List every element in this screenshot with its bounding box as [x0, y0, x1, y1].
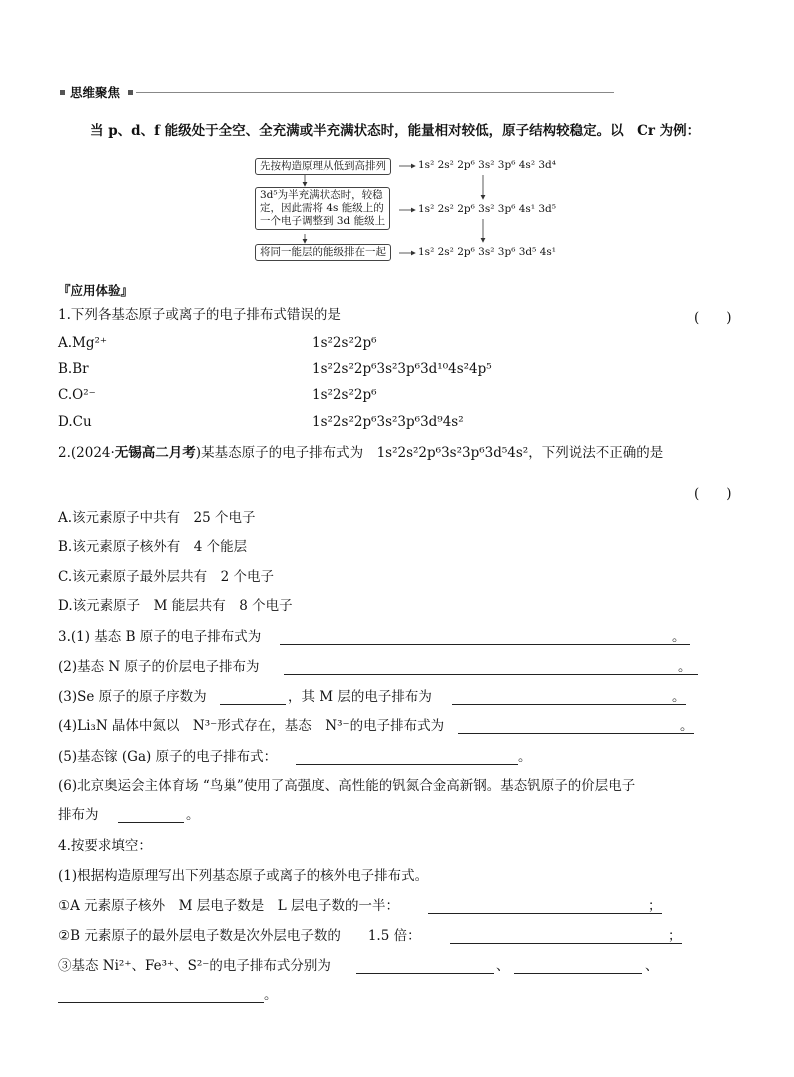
q3-part1: 3.(1) 基态 B 原子的电子排布式为 [58, 629, 262, 645]
diagram-step3-box: 将同一能层的能级排在一起 [255, 244, 391, 261]
q3-part5-end: 。 [518, 749, 532, 765]
header-bullet-icon [60, 90, 65, 95]
q3-part4-end: 。 [680, 718, 694, 734]
q1-option-b-label: B.Br [58, 361, 89, 377]
q2-option-c: C.该元素原子最外层共有 2 个电子 [58, 569, 275, 585]
q3-part2: (2)基态 N 原子的价层电子排布为 [58, 659, 260, 675]
q3-part6-blank[interactable] [118, 822, 184, 823]
header-rule [136, 92, 614, 93]
q2-option-d: D.该元素原子 M 能层共有 8 个电子 [58, 598, 293, 614]
q2-stem-prefix: 2.(2024· [58, 445, 115, 461]
q3-part6-line2: 排布为 [58, 807, 99, 823]
q1-option-c-label: C.O²⁻ [58, 387, 96, 403]
q1-option-a-config: 1s²2s²2p⁶ [312, 335, 377, 351]
q1-stem: 1.下列各基态原子或离子的电子排布式错误的是 [58, 307, 341, 323]
intro-text: 当 p、d、f 能级处于全空、全充满或半充满状态时，能量相对较低，原子结构较稳定。以 Cr 为例： [90, 123, 701, 139]
apply-title: 『应用体验』 [58, 283, 134, 298]
diagram-step2-line2: 定，因此需将 4s 能级上的 [260, 202, 384, 214]
q3-part2-end: 。 [678, 659, 692, 675]
diagram-step2-line1: 3d⁵为半充满状态时，较稳 [260, 189, 383, 201]
q3-part2-blank[interactable] [284, 674, 698, 675]
q1-answer-paren[interactable]: ( ) [694, 310, 732, 326]
q4-item3-sep2: 、 [645, 958, 659, 974]
q3-part5-blank[interactable] [296, 764, 518, 765]
diagram-step2-line3: 一个电子调整到 3d 能级上 [260, 215, 386, 227]
q2-option-a: A.该元素原子中共有 25 个电子 [58, 510, 256, 526]
section-title: 思维聚焦 [70, 85, 121, 100]
q1-option-c-config: 1s²2s²2p⁶ [312, 387, 377, 403]
q4-item1-end: ； [648, 898, 662, 914]
q3-part4: (4)Li₃N 晶体中氮以 N³⁻形式存在，基态 N³⁻的电子排布式为 [58, 718, 445, 734]
diagram-config-3: 1s² 2s² 2p⁶ 3s² 3p⁶ 3d⁵ 4s¹ [418, 246, 556, 258]
q2-answer-paren[interactable]: ( ) [694, 486, 732, 502]
q4-item3: ③基态 Ni²⁺、Fe³⁺、S²⁻的电子排布式分别为 [58, 958, 331, 974]
q1-option-d-config: 1s²2s²2p⁶3s²3p⁶3d⁹4s² [312, 414, 464, 430]
q3-part3-end: 。 [672, 689, 686, 705]
q4-item3-blank-fe[interactable] [514, 973, 642, 974]
q1-option-a-label: A.Mg²⁺ [58, 335, 108, 351]
q2-option-b: B.该元素原子核外有 4 个能层 [58, 539, 248, 555]
q3-part6-line1: (6)北京奥运会主体育场 “鸟巢”使用了高强度、高性能的钒氮合金高新钢。基态钒原子的价层电子 [58, 778, 636, 794]
q2-stem-source: 无锡高二月考 [114, 445, 196, 461]
q3-part4-blank[interactable] [458, 733, 694, 734]
q3-part3-config-blank[interactable] [452, 704, 686, 705]
q2-stem-rest: )某基态原子的电子排布式为 1s²2s²2p⁶3s²3p⁶3d⁵4s²，下列说法不正确的是 [195, 445, 664, 461]
q4-item2-end: ； [668, 928, 682, 944]
q4-item3-sep1: 、 [496, 958, 510, 974]
q3-part3b: ，其 M 层的电子排布为 [288, 689, 432, 705]
q1-option-d-label: D.Cu [58, 414, 92, 430]
q4-item3-blank-ni[interactable] [356, 973, 494, 974]
q4-item1-blank[interactable] [428, 913, 662, 914]
q4-item3-blank-s[interactable] [58, 1002, 264, 1003]
diagram-step1-box: 先按构造原理从低到高排列 [255, 158, 391, 175]
q3-part3a: (3)Se 原子的原子序数为 [58, 689, 207, 705]
q3-part1-blank[interactable] [280, 644, 690, 645]
diagram-config-2: 1s² 2s² 2p⁶ 3s² 3p⁶ 4s¹ 3d⁵ [418, 203, 556, 215]
diagram-config-1: 1s² 2s² 2p⁶ 3s² 3p⁶ 4s² 3d⁴ [418, 159, 556, 171]
q3-part6-end: 。 [186, 807, 200, 823]
q3-part5: (5)基态镓 (Ga) 原子的电子排布式： [58, 749, 278, 765]
q1-option-b-config: 1s²2s²2p⁶3s²3p⁶3d¹⁰4s²4p⁵ [312, 361, 492, 377]
q2-stem [58, 444, 663, 462]
q4-item1: ①A 元素原子核外 M 层电子数是 L 层电子数的一半： [58, 898, 400, 914]
q4-item2: ②B 元素原子的最外层电子数是次外层电子数的 1.5 倍： [58, 928, 421, 944]
header-bullet-icon [128, 90, 133, 95]
q4-item3-end: 。 [264, 987, 278, 1003]
q4-sub1: (1)根据构造原理写出下列基态原子或离子的核外电子排布式。 [58, 868, 429, 884]
q4-item2-blank[interactable] [450, 943, 682, 944]
q4-stem: 4.按要求填空： [58, 838, 152, 854]
q3-part3-number-blank[interactable] [220, 704, 286, 705]
q3-part1-end: 。 [672, 629, 686, 645]
